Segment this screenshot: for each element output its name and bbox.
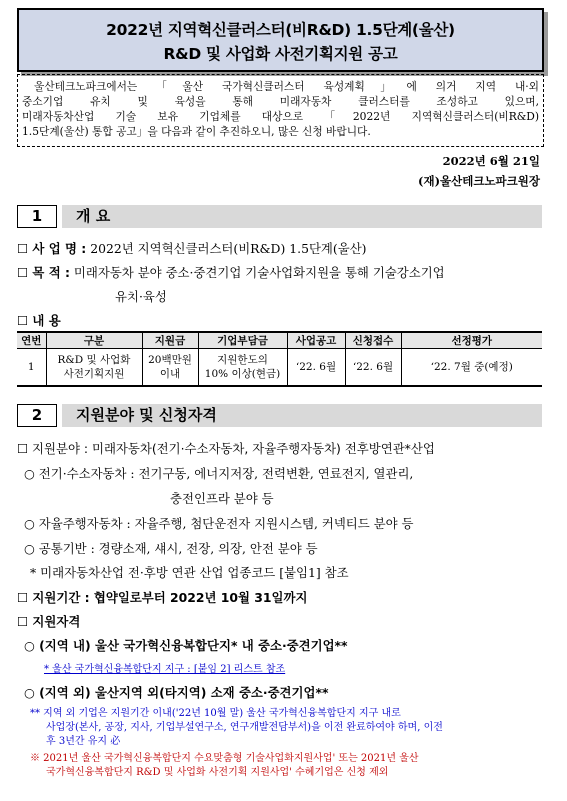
- ev-line-cont: 충전인프라 분야 등: [170, 491, 274, 506]
- common-line: ○ 공통기반 : 경량소재, 섀시, 전장, 의장, 안전 분야 등: [24, 541, 318, 556]
- cell-burden: 지원한도의 10% 이상(현금): [198, 349, 287, 387]
- ev-line: ○ 전기·수소자동차 : 전기구동, 에너지저장, 전력변환, 연료전지, 열관리,: [24, 466, 414, 481]
- section-2-number: 2: [17, 404, 57, 427]
- section-1-title: 개 요: [62, 205, 542, 228]
- exclusion-line-1: ※ 2021년 울산 국가혁신융복합단지 수요맞춤형 기술사업화지원사업' 또는 2021년 울산: [30, 753, 419, 764]
- outer-region-note: [30, 707, 542, 749]
- intro-line-3: 미래자동차산업 기술 보유 기업체를 대상으로 「2022년 지역혁신클러스터(비R&D): [22, 110, 539, 123]
- project-value: 2022년 지역혁신클러스터(비R&D) 1.5단계(울산): [90, 241, 367, 256]
- intro-line-4: 1.5단계(울산) 통합 공고」을 다음과 같이 추진하오니, 많은 신청 바랍니다.: [22, 125, 371, 138]
- th-notice: 사업공고: [287, 332, 345, 349]
- outer-note-line-3: 후 3년간 유지 必: [46, 736, 121, 747]
- cell-apply: ‘22. 6월: [345, 349, 401, 387]
- intro-line-2: 중소기업 유치 및 육성을 통해 미래자동차 클러스터를 조성하고 있으며,: [22, 95, 539, 108]
- cell-notice: ‘22. 6월: [287, 349, 345, 387]
- announce-date: 2022년 6월 21일: [442, 154, 540, 168]
- inner-region-line: ○ (지역 내) 울산 국가혁신융복합단지* 내 중소·중견기업**: [24, 638, 348, 653]
- outer-note-line-2: 사업장(본사, 공장, 지사, 기업부설연구소, 연구개발전담부서)을 이전 완료하여야 하며, 이전: [46, 722, 443, 733]
- cell-grant: 20백만원 이내: [142, 349, 198, 387]
- project-label: ☐ 사 업 명 :: [17, 241, 87, 256]
- table-row: [17, 349, 542, 387]
- support-field-line: ☐ 지원분야 : 미래자동차(전기·수소자동차, 자율주행자동차) 전후방연관*산업: [17, 441, 435, 456]
- th-apply: 신청접수: [345, 332, 401, 349]
- purpose-label: ☐ 목 적 :: [17, 265, 70, 280]
- cell-no: 1: [17, 349, 46, 387]
- th-grant: 지원금: [142, 332, 198, 349]
- th-category: 구분: [46, 332, 142, 349]
- support-period-line: ☐ 지원기간 : 협약일로부터 2022년 10월 31일까지: [17, 590, 308, 605]
- purpose-value: 미래자동차 분야 중소·중견기업 기술사업화지원을 통해 기술강소기업: [73, 265, 445, 280]
- intro-box: [17, 74, 544, 147]
- qualification-label: ☐ 지원자격: [17, 614, 81, 629]
- exclusion-line-2: 국가혁신융복합단지 R&D 및 사업화 사전기획 지원사업' 수혜기업은 신청 제외: [46, 767, 389, 778]
- intro-line-1: 울산테크노파크에서는 「울산 국가혁신클러스터 육성계획」에 의거 지역 내·외: [34, 80, 539, 93]
- purpose-value-cont: 유치·육성: [115, 289, 167, 304]
- title-line-1: 2022년 지역혁신클러스터(비R&D) 1.5단계(울산): [106, 21, 455, 39]
- th-burden: 기업부담금: [198, 332, 287, 349]
- table-header-row: [17, 332, 542, 349]
- inner-region-note: * 울산 국가혁신융복합단지 지구 : [붙임 2] 리스트 참조: [44, 664, 286, 675]
- purpose-line: [17, 263, 445, 281]
- th-eval: 선정평가: [401, 332, 542, 349]
- exclusion-note: [30, 752, 542, 780]
- cell-category: R&D 및 사업화 사전기획지원: [46, 349, 142, 387]
- issuer: (재)울산테크노파크원장: [418, 174, 540, 188]
- th-no: 연번: [17, 332, 46, 349]
- outer-note-line-1: ** 지역 외 기업은 지원기간 이내('22년 10월 말) 울산 국가혁신융복합단지 지구 내로: [30, 708, 401, 719]
- project-line: [17, 239, 367, 257]
- cell-eval: ‘22. 7월 중(예정): [401, 349, 542, 387]
- outer-region-line: ○ (지역 외) 울산지역 외(타지역) 소재 중소·중견기업**: [24, 685, 329, 700]
- section-1-number: 1: [17, 205, 57, 228]
- section-2-title: 지원분야 및 신청자격: [62, 404, 542, 427]
- title-line-2: R&D 및 사업화 사전기획지원 공고: [163, 45, 398, 63]
- overview-table: [17, 331, 542, 387]
- title-box: [17, 8, 544, 72]
- industry-code-note: * 미래자동차산업 전·후방 연관 산업 업종코드 [붙임1] 참조: [30, 565, 349, 580]
- autonomous-line: ○ 자율주행자동차 : 자율주행, 첨단운전자 지원시스템, 커넥티드 분야 등: [24, 516, 414, 531]
- content-label: ☐ 내 용: [17, 313, 61, 328]
